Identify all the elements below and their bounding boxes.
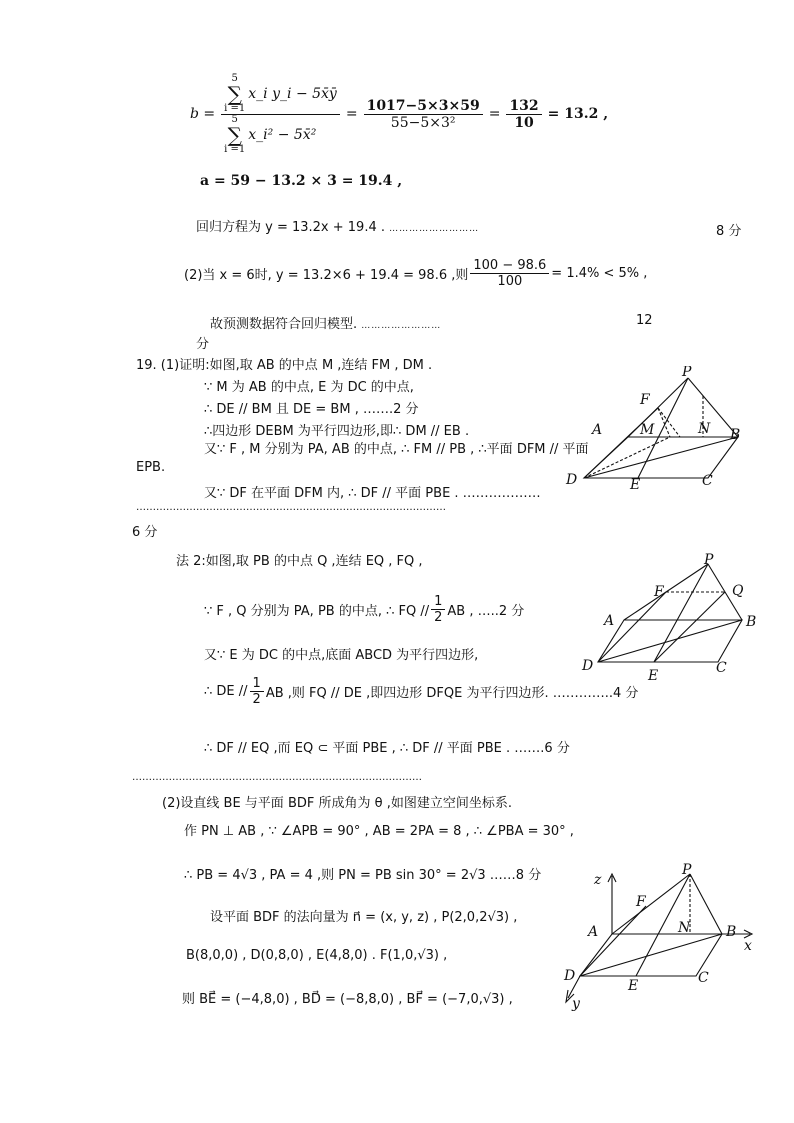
p2-line6: 则 BE⃗ = (−4,8,0) , BD⃗ = (−8,8,0) , BF⃗ = (−7,0,√3) , [182, 992, 513, 1007]
fig3-label-e: E [628, 978, 639, 994]
q19-line3: ∴ DE // BM 且 DE = BM , …….2 分 [204, 402, 419, 417]
b-fraction-sum: 5 ∑ i =1 x_i y_i − 5x̄ȳ 5 ∑ i =1 x_i² − 5x̄² [221, 74, 340, 155]
m2-line3: 又∵ E 为 DC 的中点,底面 ABCD 为平行四边形, [204, 648, 479, 663]
q19-line8: ………………………………………………………………………………… [136, 502, 446, 513]
fig2-label-q: Q [732, 583, 744, 599]
fig3-label-y: y [572, 996, 580, 1012]
p2-line4: 设平面 BDF 的法向量为 n⃗ = (x, y, z) , P(2,0,2√3) , [210, 910, 518, 925]
fig1-label-b: B [730, 427, 741, 443]
fig3-label-n: N [678, 920, 691, 936]
fig3-label-f: F [636, 894, 646, 910]
b-fraction-result: $\frac{132}{10}$ [506, 98, 541, 131]
fig3-label-a: A [588, 924, 599, 940]
q19-line5: 又∵ F , M 分别为 PA, AB 的中点, ∴ FM // PB , ∴平面 DFM // 平面 [204, 442, 589, 457]
formula-b: b = 5 ∑ i =1 x_i y_i − 5x̄ȳ 5 ∑ i =1 x_i² − 5x̄² = $\frac{1017-5\times 3\times 59}{\text{55−5×3²}}$ = $\frac{132}{10}$ = 13.2 , [190, 72, 609, 155]
m2-line1: 法 2:如图,取 PB 的中点 Q ,连结 EQ , FQ , [176, 554, 423, 569]
fig3-label-p: P [682, 862, 692, 878]
fig2-label-f: F [654, 584, 664, 600]
line-regression: 回归方程为 y = 13.2x + 19.4 . ……………………… [196, 220, 480, 235]
fig3-label-x: x [744, 938, 752, 954]
fig2-label-d: D [582, 658, 594, 674]
score-12: 12 [636, 313, 653, 328]
line-a: a = 59 − 13.2 × 3 = 19.4 , [200, 173, 403, 189]
figure-3 [560, 862, 760, 1012]
fig1-label-n: N [698, 421, 711, 437]
b-lhs: b = [190, 106, 216, 122]
m2-line2: ∵ F , Q 分别为 PA, PB 的中点, ∴ FQ // $\frac{1}{2}$ AB , …..2 分 [204, 594, 525, 625]
fig1-label-m: M [640, 422, 655, 438]
fig2-label-b: B [746, 614, 757, 630]
line-conclusion: 故预测数据符合回归模型. …………………… [210, 317, 442, 332]
figure-1 [560, 366, 750, 491]
q19-line1: 19. (1)证明:如图,取 AB 的中点 M ,连结 FM , DM . [136, 358, 433, 373]
fig2-label-e: E [648, 668, 659, 682]
m2-line5: ∴ DF // EQ ,而 EQ ⊂ 平面 PBE , ∴ DF // 平面 PBE . …….6 分 [204, 741, 570, 756]
fig1-label-p: P [682, 366, 692, 380]
fig1-label-d: D [566, 472, 578, 488]
p2-line1: (2)设直线 BE 与平面 BDF 所成角为 θ ,如图建立空间坐标系. [162, 796, 512, 811]
fig2-label-c: C [716, 660, 727, 676]
fig1-label-e: E [630, 477, 641, 491]
b-fraction-values: $\frac{1017-5\times 3\times 59}{\text{55−5×3²}}$ [364, 98, 483, 131]
m2-line6: …………………………………………………………………………… [132, 772, 422, 783]
fig3-label-d: D [564, 968, 576, 984]
q19-line6: EPB. [136, 460, 166, 475]
p2-line3: ∴ PB = 4√3 , PA = 4 ,则 PN = PB sin 30° = 2√3 ……8 分 [184, 868, 542, 883]
p2-line5: B(8,0,0) , D(0,8,0) , E(4,8,0) . F(1,0,√3) , [186, 948, 448, 963]
fig1-label-a: A [592, 422, 603, 438]
line-q2: (2)当 x = 6时, y = 13.2×6 + 19.4 = 98.6 ,则 $\frac{100 - 98.6}{100}$ = 1.4% < 5% , [184, 258, 648, 289]
fig1-label-f: F [640, 392, 650, 408]
fig2-label-p: P [704, 552, 714, 568]
fig3-label-c: C [698, 970, 709, 986]
q19-line2: ∵ M 为 AB 的中点, E 为 DC 的中点, [204, 380, 414, 395]
m2-line4: ∴ DE // $\frac{1}{2}$ AB ,则 FQ // DE ,即四边形 DFQE 为平行四边形. …………..4 分 [204, 676, 639, 707]
q19-line9: 6 分 [132, 525, 158, 540]
fig3-label-b: B [726, 924, 737, 940]
fig2-label-a: A [604, 613, 615, 629]
figure-2 [578, 552, 768, 682]
score-8: 8 分 [716, 224, 742, 239]
q19-line4: ∴四边形 DEBM 为平行四边形,即∴ DM // EB . [204, 424, 470, 439]
fig1-label-c: C [702, 473, 713, 489]
p2-line2: 作 PN ⊥ AB , ∵ ∠APB = 90° , AB = 2PA = 8 , ∴ ∠PBA = 30° , [184, 824, 574, 839]
q19-line7: 又∵ DF 在平面 DFM 内, ∴ DF // 平面 PBE . ……………… [204, 486, 541, 501]
fig3-label-z: z [594, 872, 602, 888]
score-12-cont: 分 [196, 337, 210, 352]
